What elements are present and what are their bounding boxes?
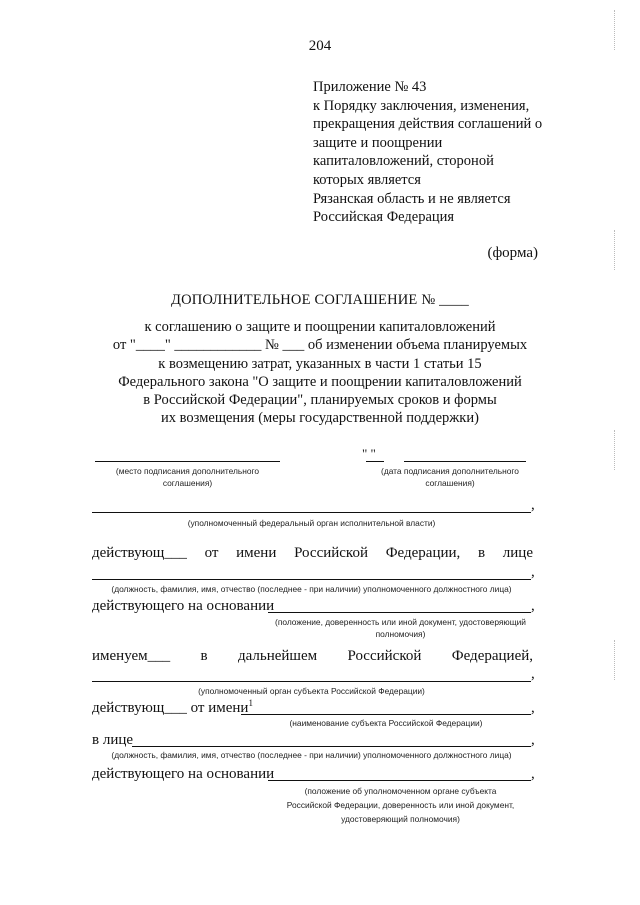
form-label: (форма) [487,245,538,261]
acting-basis-label: действующего на основании [92,598,275,614]
in-person-line[interactable] [132,746,531,747]
comma: , [531,598,535,614]
row-word: именуем___ [92,648,171,664]
row-word: дальнейшем [237,648,318,664]
acting-on-behalf-row [92,545,533,562]
row-word: действующ___ [92,545,187,561]
official-line[interactable] [92,579,531,580]
row-word: Федерации, [385,545,461,561]
appendix-line: Приложение № 43 [313,79,427,95]
page-number: 204 [308,38,332,54]
appendix-line: Российская Федерация [313,209,455,226]
row-word: лице [502,545,533,561]
named-hereinafter-row [92,648,533,665]
comma: , [531,732,535,748]
place-signing-line[interactable] [95,461,280,462]
appendix-line: которых является [313,171,421,188]
row-word: Федерацией, [451,648,533,664]
basis-line-2[interactable] [268,780,531,781]
row-word: Российской [347,648,422,664]
basis-caption: (положение, доверенность или иной документ, удостоверяющий полномочия) [275,617,526,639]
subtitle-line: Федерального закона "О защите и поощрении капиталовложений [118,373,522,390]
appendix-block [313,78,542,227]
date-quotes: " " [362,446,376,461]
appendix-line: защите и поощрении [313,134,443,151]
comma: , [531,564,535,580]
acting-basis-label-2: действующего на основании [92,766,275,782]
appendix-line: к Порядку заключения, изменения, [313,97,530,114]
appendix-line: капиталовложений, стороной [313,153,494,170]
subject-body-line[interactable] [92,681,531,682]
comma: , [531,766,535,782]
scan-margin-mark [614,640,616,680]
official-caption-2: (должность, фамилия, имя, отчество (последнее - при наличии) уполномоченного должностного лица) [111,750,512,760]
subtitle-line: к возмещению затрат, указанных в части 1 статьи 15 [158,355,482,372]
subject-name-line[interactable] [241,714,531,715]
row-word: Российской [294,545,368,561]
official-caption: (должность, фамилия, имя, отчество (последнее - при наличии) уполномоченного должностного лица) [111,584,512,594]
date-day-line[interactable] [366,461,384,462]
acting-name-label: действующ___ от имени$^1$ [92,698,253,716]
comma: , [531,497,535,513]
date-month-year-line[interactable] [404,461,526,462]
comma: , [531,700,535,716]
federal-body-caption: (уполномоченный федеральный орган исполнительной власти) [187,518,436,528]
subject-name-caption: (наименование субъекта Российской Федерации) [289,718,483,728]
basis-line[interactable] [268,612,531,613]
subtitle-line: в Российской Федерации", планируемых сроков и формы [143,392,497,409]
document-title: ДОПОЛНИТЕЛЬНОЕ СОГЛАШЕНИЕ № ____ [171,292,469,308]
regional-basis-caption: (положение об уполномоченном органе субъекта Российской Федерации, доверенность или иной документ, удостоверяющий полномочия) [286,786,515,824]
appendix-line: прекращения действия соглашений о [313,116,543,133]
subtitle-line: их возмещения (меры государственной поддержки) [161,410,479,427]
in-person-label: в лице [92,732,134,748]
date-signing-caption: (дата подписания дополнительного соглашения) [381,466,519,488]
scan-margin-mark [614,230,616,270]
row-word: имени [236,545,277,561]
row-word: в [478,545,486,561]
subtitle-line: к соглашению о защите и поощрении капиталовложений [144,319,496,335]
footnote-mark: 1 [248,698,253,708]
row-word: от [204,545,219,561]
subject-body-caption: (уполномоченный орган субъекта Российской Федерации) [198,686,425,696]
federal-body-line[interactable] [92,512,531,513]
place-signing-caption: (место подписания дополнительного соглашения) [115,466,260,488]
subtitle-line: от "____" ____________ № ___ об изменении объема планируемых [112,337,528,354]
scan-margin-mark [614,430,616,470]
row-word: в [200,648,208,664]
document-subtitle [0,318,640,428]
comma: , [531,666,535,682]
appendix-line: Рязанская область и не является [313,190,511,207]
